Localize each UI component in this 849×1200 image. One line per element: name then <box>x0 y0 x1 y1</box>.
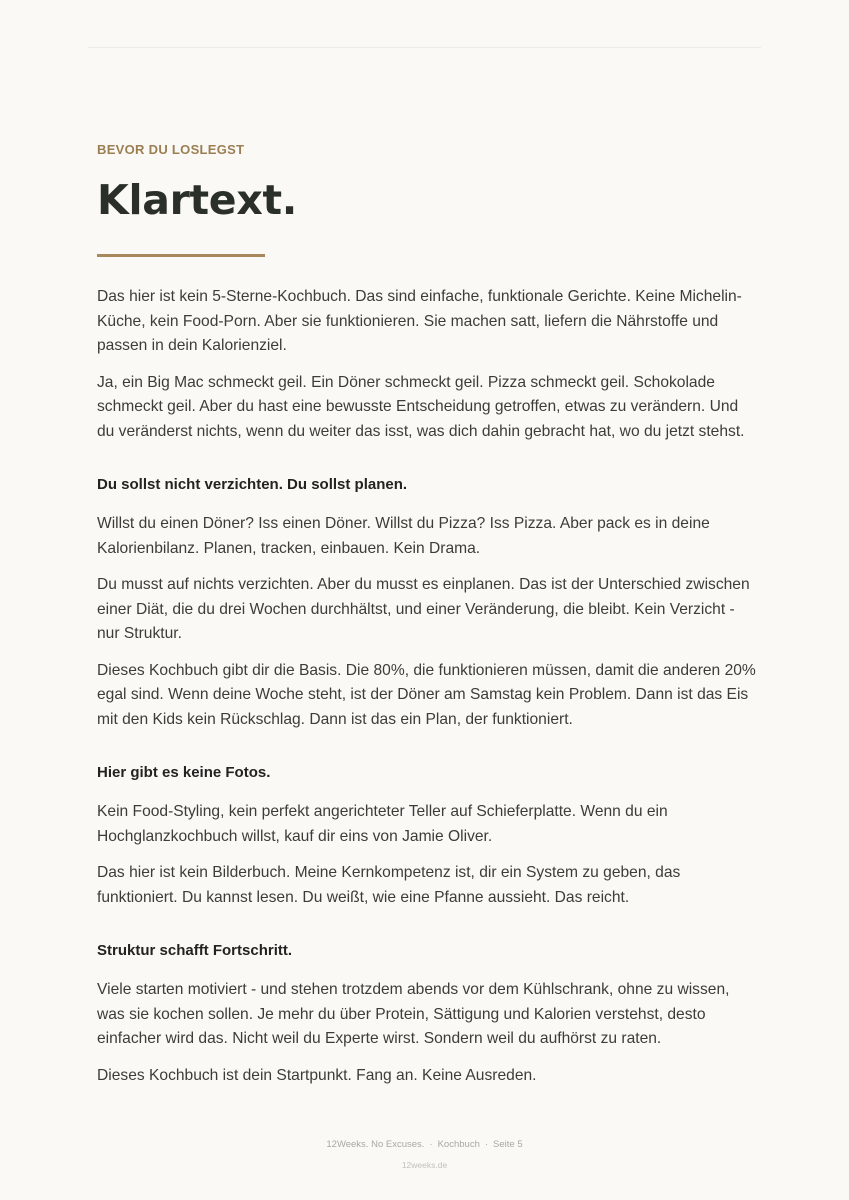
intro-paragraph: Ja, ein Big Mac schmeckt geil. Ein Döner schmeckt geil. Pizza schmeckt geil. Schokolade schmeckt geil. Aber du hast eine bewusste Entscheidung getroffen, etwas zu verändern. Und du veränderst nichts, wenn du weiter das isst, was dich dahin gebracht hat, wo du jetzt stehst. <box>97 373 745 440</box>
page-content <box>97 142 757 1088</box>
section-paragraph: Das hier ist kein Bilderbuch. Meine Kernkompetenz ist, dir ein System zu geben, das funktioniert. Du kannst lesen. Du weißt, wie eine Pfanne aussieht. Das reicht. <box>97 864 681 906</box>
footer-page-number: Seite 5 <box>493 1139 523 1150</box>
top-divider <box>88 47 761 48</box>
section-paragraph: Dieses Kochbuch ist dein Startpunkt. Fang an. Keine Ausreden. <box>97 1066 537 1084</box>
section-paragraph: Kein Food-Styling, kein perfekt angerichteter Teller auf Schieferplatte. Wenn du ein Hochglanzkochbuch willst, kauf dir eins von Jamie Oliver. <box>97 803 668 845</box>
section-heading-fotos: Hier gibt es keine Fotos. <box>97 764 271 781</box>
footer-url: 12weeks.de <box>401 1160 448 1170</box>
section-paragraph: Willst du einen Döner? Iss einen Döner. Willst du Pizza? Iss Pizza. Aber pack es in deine Kalorienbilanz. Planen, tracken, einbauen. Kein Drama. <box>97 515 710 557</box>
section-heading-struktur: Struktur schafft Fortschritt. <box>97 942 293 959</box>
page-title: Klartext. <box>97 176 298 224</box>
section-paragraph: Du musst auf nichts verzichten. Aber du musst es einplanen. Das ist der Unterschied zwischen einer Diät, die du drei Wochen durchhältst, und einer Veränderung, die bleibt. Kein Verzicht - nur Struktur. <box>97 576 750 642</box>
section-heading-planen: Du sollst nicht verzichten. Du sollst planen. <box>97 476 408 493</box>
footer-separator: · <box>429 1139 433 1150</box>
page-footer <box>0 1138 849 1151</box>
footer-section: Kochbuch <box>437 1139 480 1150</box>
section-eyebrow: BEVOR DU LOSLEGST <box>97 142 245 157</box>
title-accent-rule <box>97 254 265 257</box>
section-paragraph: Dieses Kochbuch gibt dir die Basis. Die 80%, die funktionieren müssen, damit die anderen 20% egal sind. Wenn deine Woche steht, ist der Döner am Samstag kein Problem. Dann ist das Eis mit den Kids kein Rückschlag. Dann ist das ein Plan, der funktioniert. <box>97 661 756 728</box>
section-paragraph: Viele starten motiviert - und stehen trotzdem abends vor dem Kühlschrank, ohne zu wissen, was sie kochen sollen. Je mehr du über Protein, Sättigung und Kalorien verstehst, desto einfacher wird das. Nicht weil du Experte wirst. Sondern weil du aufhörst zu raten. <box>97 981 730 1047</box>
footer-brand: 12Weeks. No Excuses. <box>326 1139 425 1150</box>
footer-separator: · <box>484 1139 489 1150</box>
intro-paragraph: Das hier ist kein 5-Sterne-Kochbuch. Das sind einfache, funktionale Gerichte. Keine Michelin-Küche, kein Food-Porn. Aber sie funktionieren. Sie machen satt, liefern die Nährstoffe und passen in dein Kalorienziel. <box>97 288 742 354</box>
